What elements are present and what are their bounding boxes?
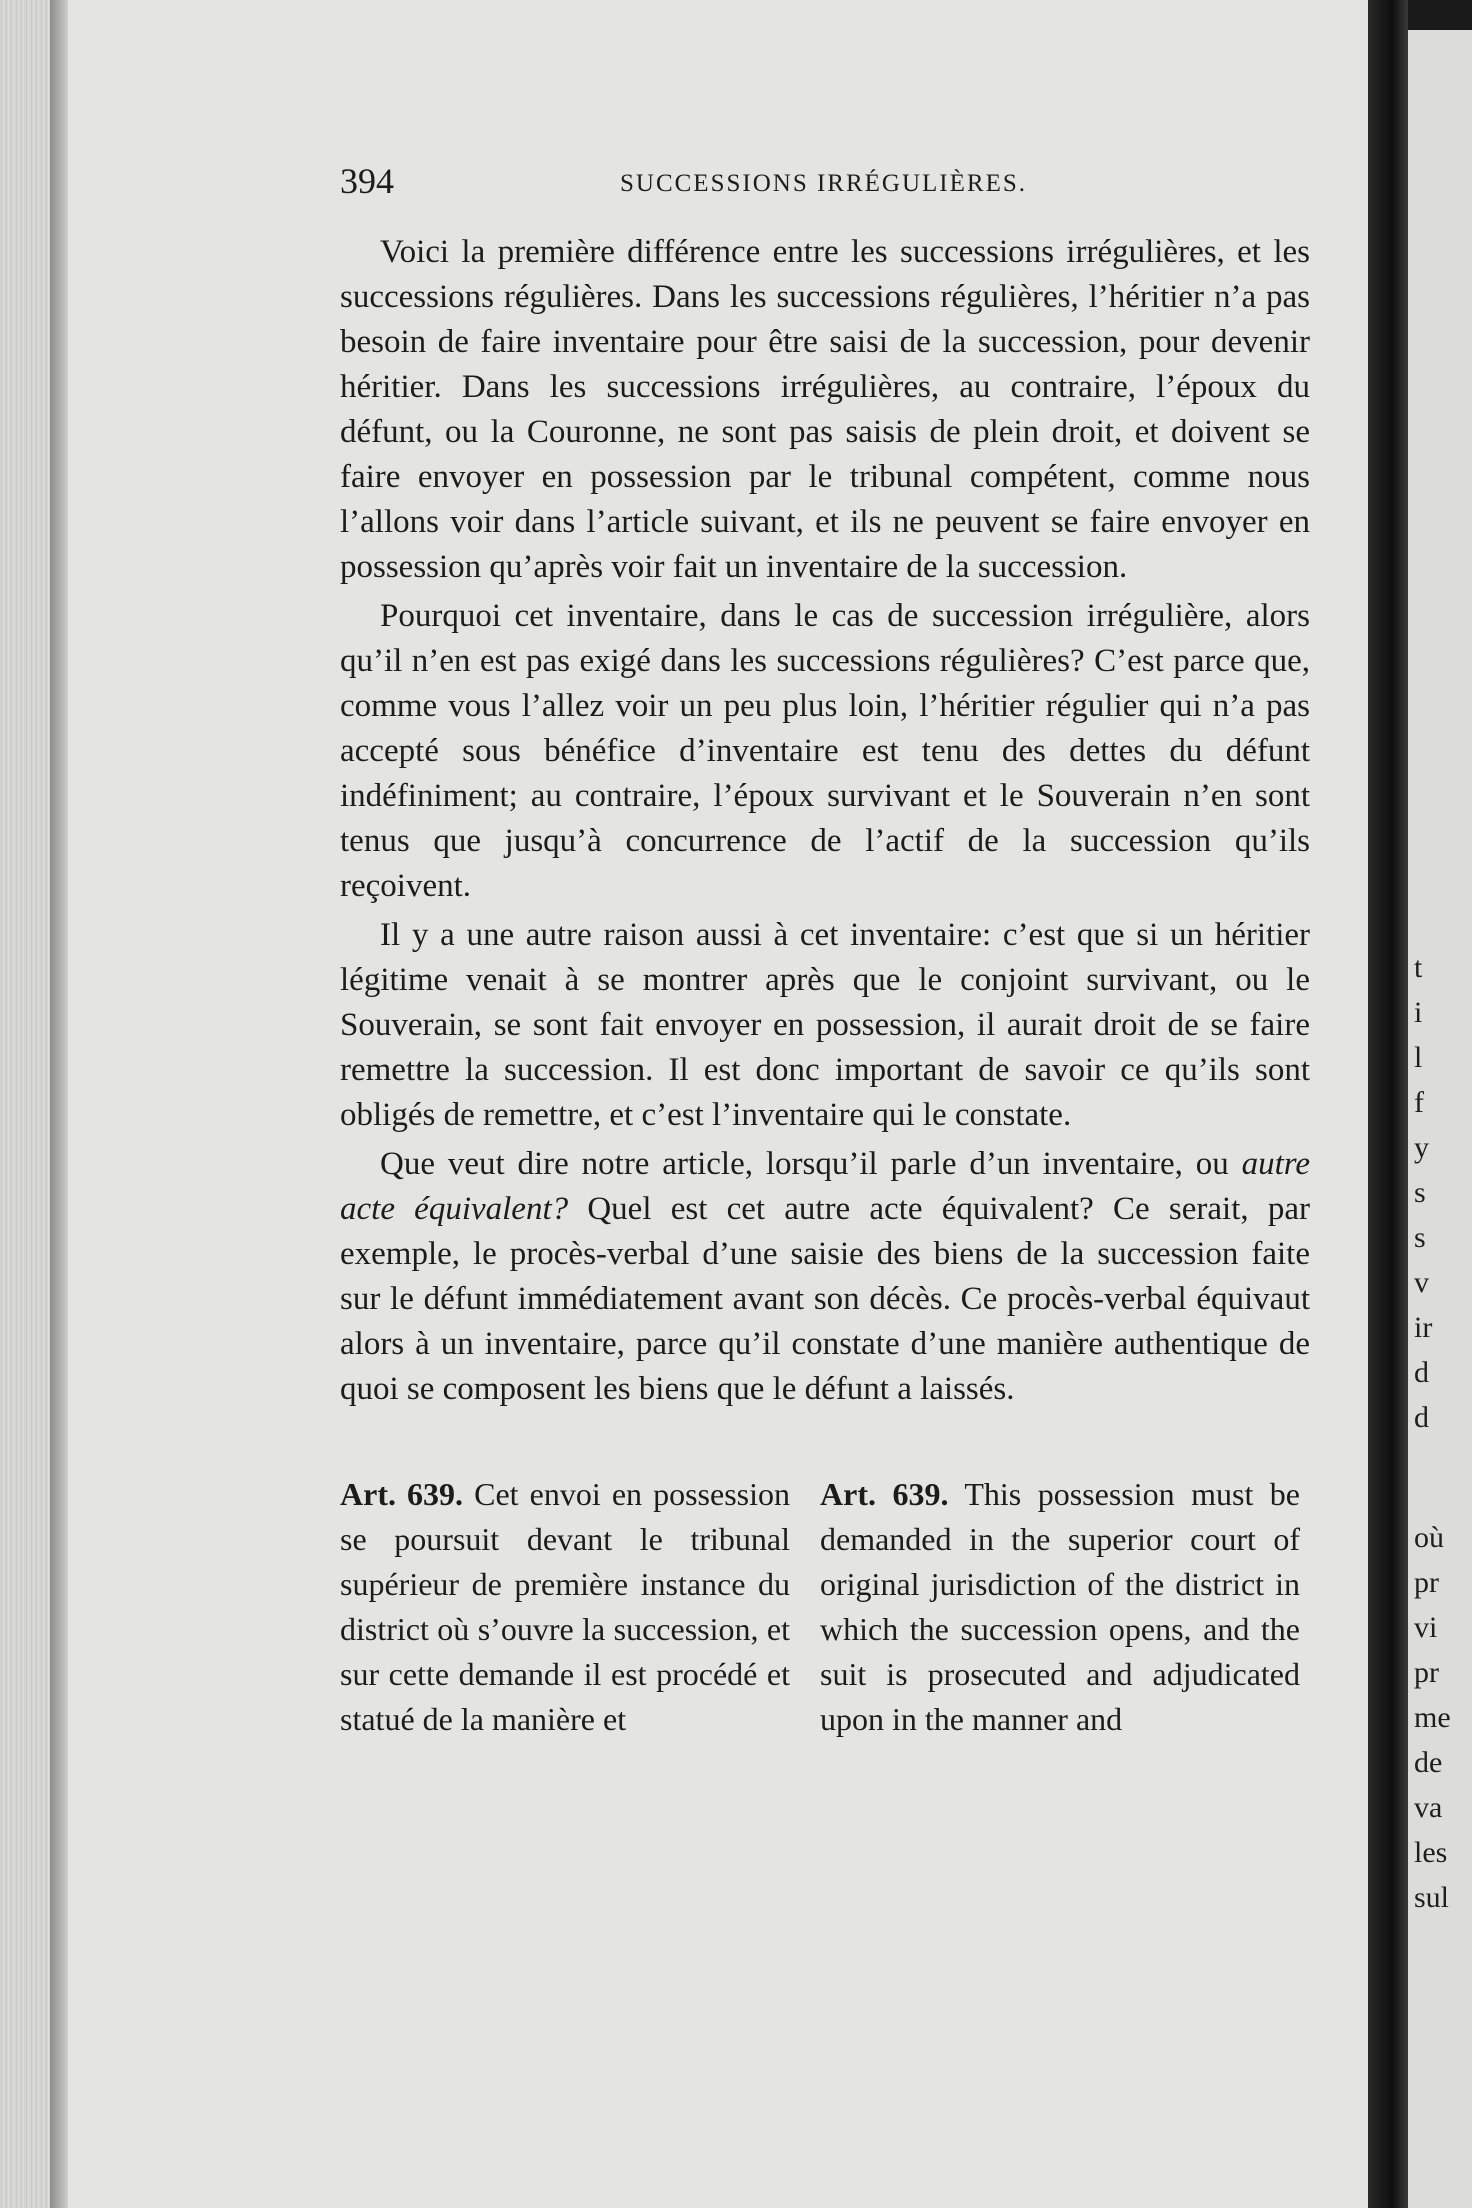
article-english-column (820, 1472, 1300, 1742)
right-page-fragment: de (1414, 1746, 1443, 1779)
paragraph-4-text-before: Que veut dire notre article, lorsqu’il parle d’un inventaire, ou (380, 1146, 1242, 1182)
right-page-fragment: d (1414, 1401, 1429, 1434)
book-gutter (1368, 0, 1408, 2208)
right-page-fragment: sul (1414, 1881, 1450, 1914)
article-french-label: Art. 639. (340, 1476, 464, 1512)
right-page-fragment: ir (1414, 1311, 1433, 1344)
paragraph-4 (260, 1142, 1310, 1412)
paragraph-3: Il y a une autre raison aussi à cet inventaire: c’est que si un héritier légitime venait à se montrer après que le conjoint survivant, ou le Souverain, se sont fait envoyer en possession, il aurait droit de se faire remettre la succession. Il est donc important de savoir ce qu’ils sont obligés de remettre, et c’est l’inventaire qui le constate. (340, 917, 1310, 1133)
paragraph-4-italic-phrase: autre acte équivalent? (340, 1146, 1310, 1227)
article-french-column (340, 1472, 790, 1742)
right-page-fragment: les (1414, 1836, 1448, 1869)
right-page-fragments-lower (1414, 1515, 1472, 1920)
paragraph-2: Pourquoi cet inventaire, dans le cas de succession irrégulière, alors qu’il n’en est pas exigé dans les successions régulières? C’est parce que, comme vous l’allez voir un peu plus loin, l’héritier régulier qui n’a pas accepté sous bénéfice d’inventaire est tenu des dettes du défunt indéfiniment; au contraire, l’époux survivant et le Souverain n’en sont tenus que jusqu’à concurrence de l’actif de la succession qu’ils reçoivent. (340, 598, 1310, 904)
paragraph-4-text-after: Quel est cet autre acte équivalent? Ce serait, par exemple, le procès-verbal d’une saisie des biens de la succession faite sur le défunt immédiatement avant son décès. Ce procès-verbal équivaut alors à un inventaire, parce qu’il constate d’une manière authentique de quoi se composent les biens que le défunt a laissés. (340, 1191, 1310, 1407)
article-french-text: Cet envoi en possession se poursuit devant le tribunal supérieur de première instance du district où s’ouvre la succession, et sur cette demande il est procédé et statué de la manière et (340, 1476, 790, 1737)
page-shadow (50, 0, 70, 2208)
right-page-fragment: s (1414, 1221, 1426, 1254)
right-page-fragment: va (1414, 1791, 1443, 1824)
right-page-fragment: t (1414, 951, 1423, 984)
running-head (260, 160, 1310, 220)
paragraph-1: Voici la première différence entre les successions irrégulières, et les successions régulières. Dans les successions régulières, l’héritier n’a pas besoin de faire inventaire pour être saisi de la succession, pour devenir héritier. Dans les successions irrégulières, au contraire, l’époux du défunt, ou la Couronne, ne sont pas saisis de plein droit, et doivent se faire envoyer en possession par le tribunal compétent, comme nous l’allons voir dans l’article suivant, et ils ne peuvent se faire envoyer en possession qu’après voir fait un inventaire de la succession. (340, 234, 1310, 585)
right-page-fragments-upper (1414, 945, 1472, 1440)
right-page-fragment: vi (1414, 1611, 1438, 1644)
page-number: 394 (340, 161, 394, 201)
right-page-fragment: i (1414, 996, 1423, 1029)
running-title: SUCCESSIONS IRRÉGULIÈRES. (620, 170, 1027, 197)
right-page-fragment: me (1414, 1701, 1451, 1734)
right-page-fragment: où (1414, 1521, 1444, 1554)
right-page-partial (1408, 30, 1472, 2208)
article-english-text: This possession must be demanded in the superior court of original jurisdiction of the district in which the succession opens, and the suit is prosecuted and adjudicated upon in the manner and (820, 1476, 1301, 1737)
right-page-fragment: pr (1414, 1656, 1439, 1689)
right-page-fragment: pr (1414, 1566, 1439, 1599)
right-page-fragment: s (1414, 1176, 1426, 1209)
right-page-fragment: f (1414, 1086, 1424, 1119)
right-page-fragment: d (1414, 1356, 1429, 1389)
page-content (260, 160, 1310, 1832)
right-page-fragment: y (1414, 1131, 1429, 1164)
right-page-fragment: l (1414, 1041, 1423, 1074)
article-english-label: Art. 639. (820, 1476, 949, 1512)
right-page-fragment: v (1414, 1266, 1429, 1299)
article-columns (260, 1472, 1310, 1832)
